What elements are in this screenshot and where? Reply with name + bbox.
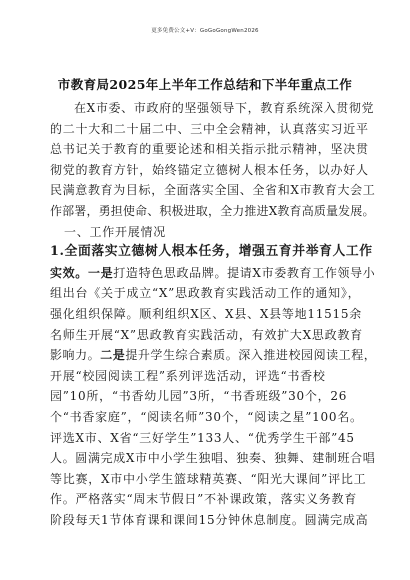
paragraph-text: 打造特色思政品牌。提请X市委教育工作领导小 xyxy=(113,265,376,280)
paragraph-line: 开展“校园阅读工程”系列评选活动，评选“书香校 xyxy=(50,368,326,383)
paragraph-line: 总书记关于教育的重要论述和相关指示批示精神，坚决贯 xyxy=(50,142,369,157)
paragraph-line: 等比赛，X市中小学生篮球精英赛、“阳光大课间”评比工 xyxy=(50,471,367,486)
paragraph-line: 的二十大和二十届二中、三中全会精神，认真落实习近平 xyxy=(50,121,369,136)
paragraph-line: 阶段每天1节体育课和课间15分钟休息制度。圆满完成高 xyxy=(50,512,369,527)
paragraph-line: 在X市委、市政府的坚强领导下，教育系统深入贯彻党 xyxy=(74,101,375,115)
paragraph-line: 强化组织保障。顺利组织X区、X县、X县等地11515余 xyxy=(50,306,363,321)
paragraph-line: 园”10所，“书香幼儿园”3所，“书香班级”30个，26 xyxy=(50,389,348,404)
subsection-heading: 1.全面落实立德树人根本任务，增强五育并举育人工作 xyxy=(50,244,373,260)
section-heading: 一、工作开展情况 xyxy=(64,224,167,239)
paragraph-line: 组出台《关于成立“X”思政教育实践活动工作的通知》， xyxy=(50,286,361,301)
watermark-text: 更多免费公文+V：GoGoGongWen2026 xyxy=(151,28,259,34)
point-marker: 一是 xyxy=(87,265,114,280)
paragraph-line: 作部署，勇担使命、积极进取，全力推进X教育高质量发展。 xyxy=(50,203,375,218)
paragraph-text: 影响力。 xyxy=(50,348,101,363)
paragraph-line: 民满意教育为目标，全面落实全国、全省和X市教育大会工 xyxy=(50,183,376,198)
paragraph-line: 作。严格落实“周末节假日”不补课政策，落实义务教育 xyxy=(50,492,358,507)
paragraph-line: 彻党的教育方针，始终锚定立德树人根本任务，以办好人 xyxy=(50,162,369,177)
paragraph-line: 名师生开展“X”思政教育实践活动，有效扩大X思政教育 xyxy=(50,327,363,342)
paragraph-line: 评选X市、X省“三好学生”133人、“优秀学生干部”45 xyxy=(50,430,355,445)
point-marker: 二是 xyxy=(100,348,126,363)
paragraph-line xyxy=(50,263,376,284)
paragraph-line xyxy=(50,345,376,366)
subsection-heading-tail: 实效。 xyxy=(50,265,88,280)
paragraph-line: 个“书香家庭”，“阅读名师”30个，“阅读之星”100名。 xyxy=(50,409,363,424)
paragraph-line: 人。圆满完成X市中小学生独唱、独奏、独舞、建制班合唱 xyxy=(50,451,376,466)
document-body xyxy=(50,98,376,530)
document-title: 市教育局2025年上半年工作总结和下半年重点工作 xyxy=(57,77,353,92)
paragraph-text: 提升学生综合素质。深入推进校园阅读工程， xyxy=(125,348,377,363)
